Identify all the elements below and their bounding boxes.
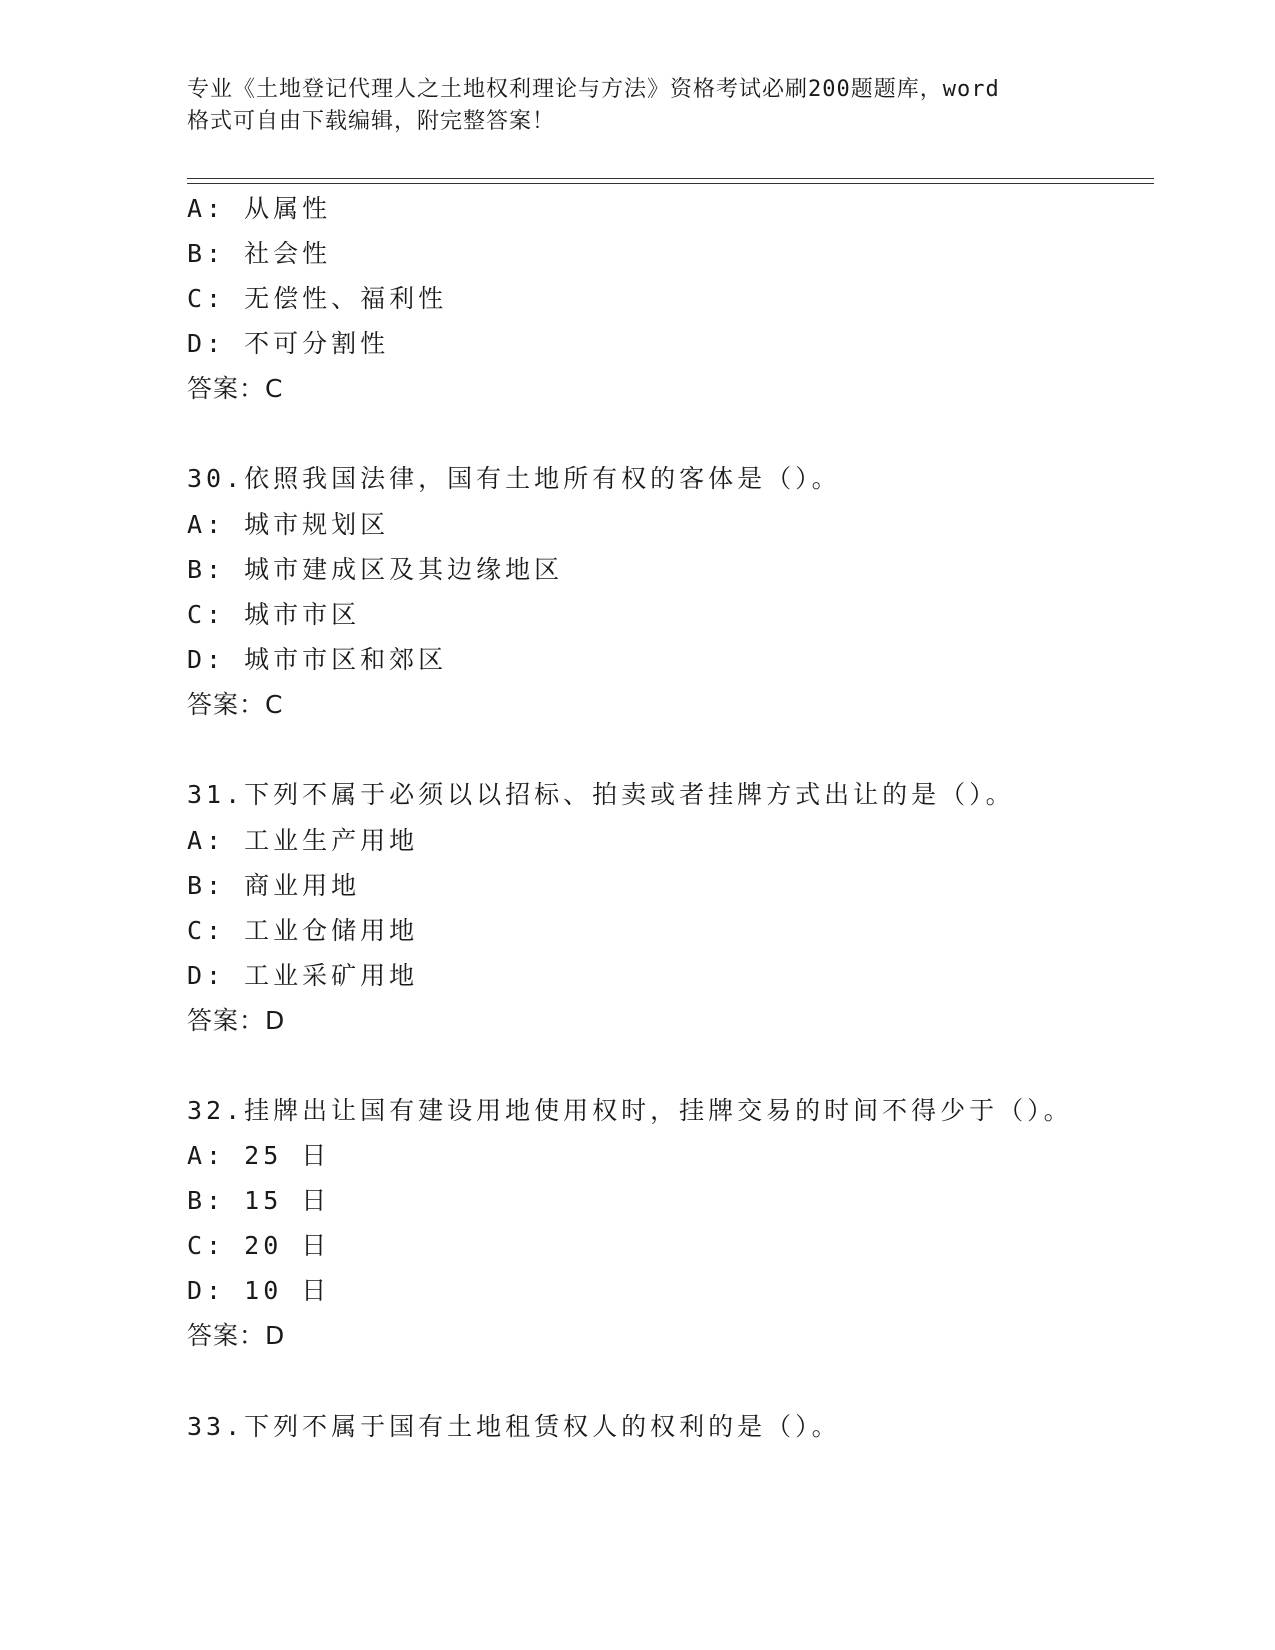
q31-question: 31.下列不属于必须以以招标、拍卖或者挂牌方式出让的是（）。 bbox=[187, 780, 1015, 809]
q31-option-d: D: 工业采矿用地 bbox=[187, 961, 419, 990]
header-divider-bottom bbox=[187, 183, 1154, 184]
q31-answer: 答案：D bbox=[187, 1006, 286, 1035]
q30-option-b: B: 城市建成区及其边缘地区 bbox=[187, 555, 564, 584]
q30-option-c: C: 城市市区 bbox=[187, 600, 361, 629]
document-header bbox=[187, 74, 1067, 138]
q29-answer: 答案：C bbox=[187, 374, 284, 403]
q30-question: 30.依照我国法律，国有土地所有权的客体是（）。 bbox=[187, 464, 841, 493]
q32-question: 32.挂牌出让国有建设用地使用权时，挂牌交易的时间不得少于（）。 bbox=[187, 1096, 1073, 1125]
q29-option-d: D: 不可分割性 bbox=[187, 329, 390, 358]
q30-option-a: A: 城市规划区 bbox=[187, 510, 390, 539]
q31-option-a: A: 工业生产用地 bbox=[187, 826, 419, 855]
q30-option-d: D: 城市市区和郊区 bbox=[187, 645, 448, 674]
q32-answer: 答案：D bbox=[187, 1321, 286, 1350]
q31-option-b: B: 商业用地 bbox=[187, 871, 361, 900]
q32-option-d: D: 10 日 bbox=[187, 1276, 331, 1305]
header-line-2: 格式可自由下载编辑，附完整答案！ bbox=[187, 109, 556, 134]
q29-option-c: C: 无偿性、福利性 bbox=[187, 284, 448, 313]
header-divider-top bbox=[187, 178, 1154, 179]
header-line-1: 专业《土地登记代理人之土地权利理论与方法》资格考试必刷200题题库，word bbox=[187, 77, 1000, 102]
q32-option-b: B: 15 日 bbox=[187, 1186, 331, 1215]
q30-answer: 答案：C bbox=[187, 690, 284, 719]
q31-option-c: C: 工业仓储用地 bbox=[187, 916, 419, 945]
q32-option-c: C: 20 日 bbox=[187, 1231, 331, 1260]
q33-question: 33.下列不属于国有土地租赁权人的权利的是（）。 bbox=[187, 1412, 841, 1441]
q32-option-a: A: 25 日 bbox=[187, 1141, 331, 1170]
q29-option-b: B: 社会性 bbox=[187, 239, 332, 268]
q29-option-a: A: 从属性 bbox=[187, 194, 332, 223]
